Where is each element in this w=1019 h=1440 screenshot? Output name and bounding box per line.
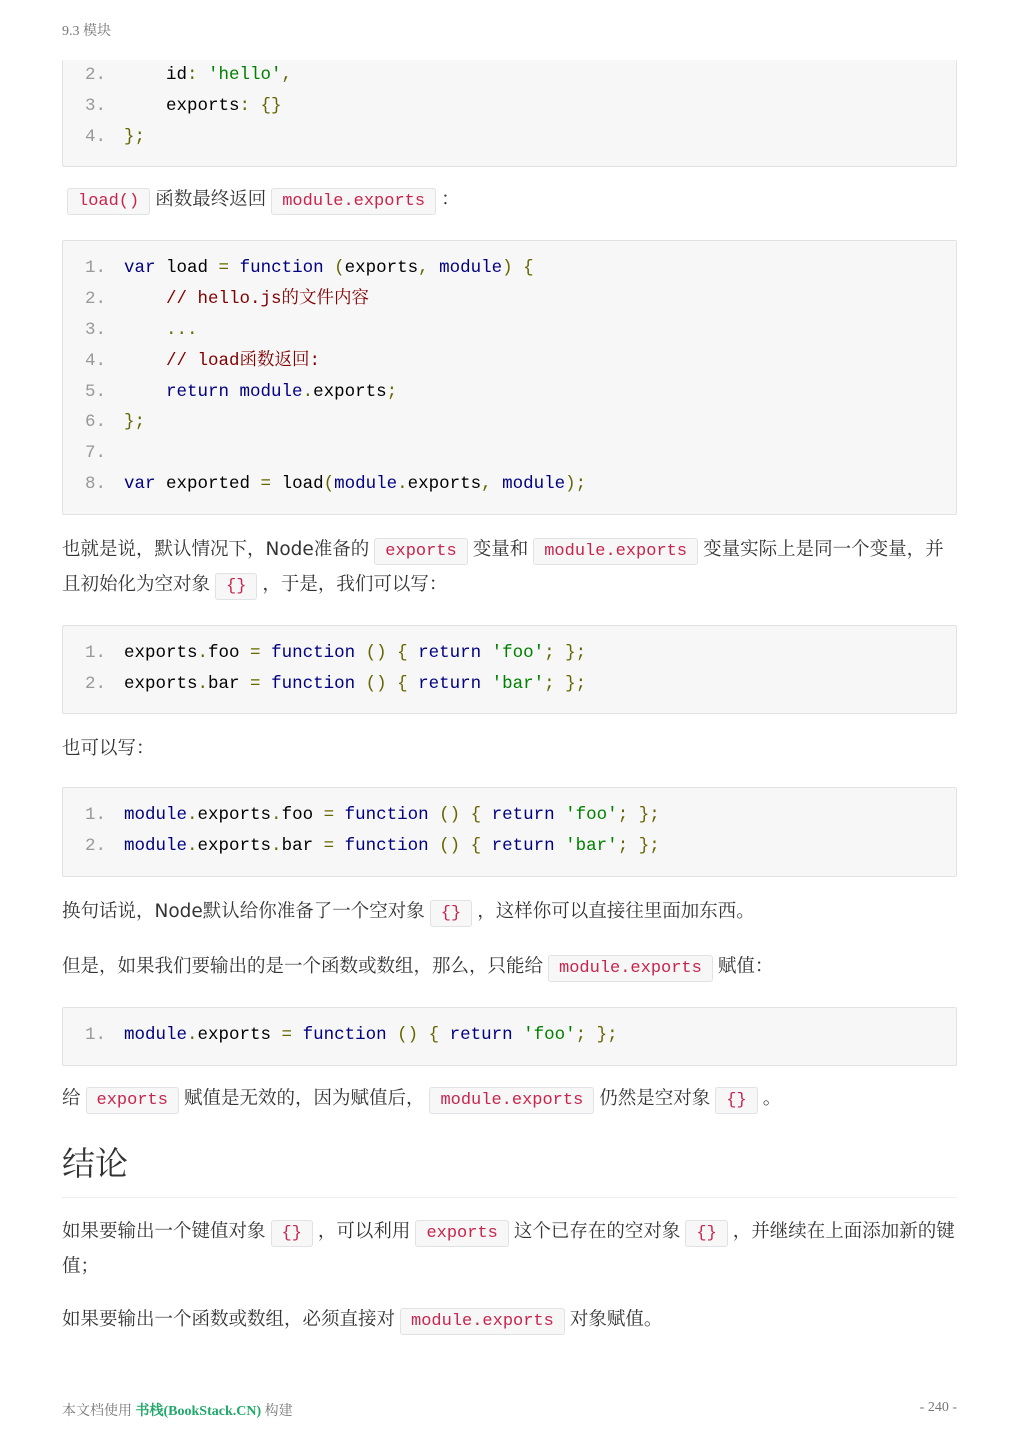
footer-prefix: 本文档使用 xyxy=(62,1404,132,1419)
code-token: exports xyxy=(197,836,272,857)
code-token: , xyxy=(418,258,440,279)
code-token: load xyxy=(155,258,219,279)
code-token: . xyxy=(187,1024,198,1045)
text-span: 如果要输出一个键值对象 xyxy=(62,1220,266,1242)
code-token: function xyxy=(239,258,324,279)
code-line xyxy=(63,60,956,91)
text-span: 赋值： xyxy=(717,955,774,977)
line-number: 4. xyxy=(84,350,106,371)
line-number: 1. xyxy=(84,642,106,663)
code-token: ; }; xyxy=(617,805,660,826)
text-span: 如果要输出一个函数或数组，必须直接对 xyxy=(62,1308,396,1330)
code-token: return xyxy=(166,381,230,402)
code-token: exports xyxy=(344,258,419,279)
code-token xyxy=(261,674,272,694)
code-line xyxy=(63,831,956,862)
code-token xyxy=(229,258,240,278)
page-number: - 240 - xyxy=(919,1400,957,1415)
code-token: ; }; xyxy=(544,642,587,663)
line-number: 1. xyxy=(84,1024,106,1045)
inline-code: {} xyxy=(715,1087,757,1114)
code-token: module xyxy=(124,836,188,857)
code-line xyxy=(63,638,956,669)
code-token: exported xyxy=(155,473,261,494)
inline-code: module.exports xyxy=(429,1087,594,1114)
code-token: 'foo' xyxy=(491,642,545,663)
paragraph xyxy=(62,1082,957,1117)
code-token xyxy=(481,674,492,694)
code-token xyxy=(124,382,166,402)
code-token: exports xyxy=(197,1024,282,1045)
code-token: , xyxy=(481,473,503,494)
code-token: // hello.js的文件内容 xyxy=(124,289,370,310)
code-token: () { xyxy=(355,673,419,694)
line-number: 3. xyxy=(84,95,106,116)
code-token: () { xyxy=(428,805,492,826)
code-block xyxy=(62,625,957,715)
code-token: ; }; xyxy=(575,1024,618,1045)
line-number: 7. xyxy=(84,443,106,464)
code-line xyxy=(63,1020,956,1051)
inline-code: {} xyxy=(685,1220,727,1247)
code-token xyxy=(555,836,566,856)
text-span: 这个已存在的空对象 xyxy=(513,1220,681,1242)
section-heading: 结论 xyxy=(62,1143,957,1198)
code-token: () { xyxy=(386,1024,450,1045)
code-token xyxy=(481,643,492,663)
code-token: return xyxy=(449,1024,513,1045)
code-token: = xyxy=(323,836,335,857)
code-token: ( xyxy=(323,258,345,279)
line-number: 2. xyxy=(84,289,106,310)
code-token: ) { xyxy=(502,258,534,279)
code-token: . xyxy=(197,673,209,694)
code-token: load xyxy=(271,473,324,494)
code-token: 'bar' xyxy=(565,836,618,857)
inline-code: module.exports xyxy=(271,188,436,215)
code-token: module xyxy=(124,805,188,826)
paragraph xyxy=(62,183,957,218)
code-token: exports xyxy=(197,805,272,826)
code-token: exports xyxy=(313,381,387,402)
code-token: , xyxy=(281,65,293,85)
code-token: function xyxy=(344,805,429,826)
inline-code: module.exports xyxy=(533,538,698,565)
code-token: return xyxy=(491,805,555,826)
code-block xyxy=(62,240,957,514)
code-token: return xyxy=(491,836,555,857)
code-token: . xyxy=(271,805,282,826)
code-token: bar xyxy=(208,673,251,694)
code-token: = xyxy=(323,805,335,826)
code-line xyxy=(63,122,956,153)
code-token: return xyxy=(418,642,482,663)
line-number: 4. xyxy=(84,126,106,147)
text-span: 也就是说，默认情况下，Node准备的 xyxy=(62,538,370,560)
page-header xyxy=(62,20,111,40)
code-token: 'hello' xyxy=(208,65,282,85)
code-token: function xyxy=(344,836,429,857)
text-span: ： xyxy=(441,189,460,211)
code-line xyxy=(63,407,956,438)
page-footer xyxy=(62,1400,957,1420)
code-token: function xyxy=(271,673,356,694)
code-token: exports xyxy=(407,473,482,494)
line-number: 2. xyxy=(84,673,106,694)
line-number: 2. xyxy=(84,65,106,85)
text-span: 但是，如果我们要输出的是一个函数或数组，那么，只能给 xyxy=(62,955,544,977)
code-token: = xyxy=(281,1024,293,1045)
code-token: var xyxy=(124,473,156,494)
code-line xyxy=(63,346,956,377)
inline-code: module.exports xyxy=(548,955,713,982)
code-token: }; xyxy=(124,126,146,147)
paragraph xyxy=(62,1215,957,1283)
code-line xyxy=(63,800,956,831)
code-line xyxy=(63,469,956,500)
code-token: () { xyxy=(428,836,492,857)
code-token: : xyxy=(187,65,209,85)
text-span: 给 xyxy=(62,1087,81,1109)
text-span: ，并继续在上面添加新的键值； xyxy=(62,1220,955,1277)
article-content xyxy=(62,60,957,1338)
text-span: 函数最终返回 xyxy=(155,189,267,211)
paragraph xyxy=(62,533,957,603)
code-token: . xyxy=(187,805,198,826)
inline-code: module.exports xyxy=(400,1308,565,1335)
code-token xyxy=(292,1025,303,1045)
text-span: ，于是，我们可以写： xyxy=(262,573,448,595)
code-token: exports xyxy=(124,673,198,694)
section-title: 9.3 模块 xyxy=(62,24,111,39)
inline-code: {} xyxy=(271,1220,313,1247)
paragraph xyxy=(62,1303,957,1338)
code-line xyxy=(63,438,956,469)
code-line xyxy=(63,284,956,315)
code-token: exports xyxy=(124,642,198,663)
paragraph xyxy=(62,732,957,765)
line-number: 3. xyxy=(84,319,106,340)
text-span: 也可以写： xyxy=(62,738,155,760)
code-token: ; }; xyxy=(544,673,587,694)
code-block xyxy=(62,787,957,877)
code-token: module xyxy=(124,1024,188,1045)
code-line xyxy=(63,669,956,700)
code-token: module xyxy=(334,473,398,494)
code-token: foo xyxy=(281,805,324,826)
code-token: ; xyxy=(386,381,398,402)
code-block xyxy=(62,1007,957,1066)
code-line xyxy=(63,253,956,284)
text-span: 仍然是空对象 xyxy=(599,1087,711,1109)
code-token: ; }; xyxy=(617,836,660,857)
line-number: 6. xyxy=(84,412,106,433)
code-token: function xyxy=(271,642,356,663)
line-number: 1. xyxy=(84,258,106,279)
code-token: . xyxy=(302,381,314,402)
code-token: . xyxy=(197,642,209,663)
footer-brand-link[interactable]: 书栈(BookStack.CN) xyxy=(135,1404,262,1419)
code-token: module xyxy=(239,381,303,402)
code-token: 'bar' xyxy=(491,673,545,694)
code-token: . xyxy=(187,836,198,857)
code-token: foo xyxy=(208,642,251,663)
code-token: ( xyxy=(323,473,335,494)
inline-code: {} xyxy=(215,573,257,600)
code-token xyxy=(513,1025,524,1045)
code-token: : {} xyxy=(239,95,282,116)
inline-code: exports xyxy=(374,538,467,565)
line-number: 8. xyxy=(84,473,106,494)
text-span: 。 xyxy=(762,1087,782,1109)
code-token: . xyxy=(397,473,408,494)
text-span: 变量和 xyxy=(472,538,529,560)
code-token: 'foo' xyxy=(565,805,618,826)
code-token: exports xyxy=(124,95,240,116)
code-token: var xyxy=(124,258,156,279)
code-token: = xyxy=(260,473,272,494)
line-number: 1. xyxy=(84,805,106,826)
code-line xyxy=(63,315,956,346)
code-token: 'foo' xyxy=(523,1024,576,1045)
code-token: module xyxy=(502,473,566,494)
footer-suffix: 构建 xyxy=(264,1404,293,1419)
code-token xyxy=(555,805,566,825)
line-number: 5. xyxy=(84,381,106,402)
code-token xyxy=(229,382,240,402)
code-token: ); xyxy=(565,473,587,494)
text-span: 换句话说，Node默认给你准备了一个空对象 xyxy=(62,900,425,922)
code-block xyxy=(62,60,957,167)
code-token: id xyxy=(124,65,188,85)
text-span: 对象赋值。 xyxy=(569,1308,663,1330)
code-token: = xyxy=(250,673,261,694)
paragraph xyxy=(62,895,957,930)
line-number: 2. xyxy=(84,836,106,857)
code-token xyxy=(261,643,272,663)
code-token: }; xyxy=(124,412,146,433)
code-token: function xyxy=(302,1024,387,1045)
code-line xyxy=(63,377,956,408)
code-token: bar xyxy=(281,836,324,857)
code-token: return xyxy=(418,673,482,694)
code-token: () { xyxy=(355,642,419,663)
code-token: = xyxy=(218,258,230,279)
text-span: ，可以利用 xyxy=(317,1220,411,1242)
inline-code: exports xyxy=(86,1087,179,1114)
code-token xyxy=(334,805,345,825)
code-token: . xyxy=(271,836,282,857)
text-span: 变量实际上是同一个变量，并且初始化为空对象 xyxy=(62,538,944,595)
inline-code: load() xyxy=(67,188,150,215)
text-span: ，这样你可以直接往里面加东西。 xyxy=(477,900,755,922)
code-token: = xyxy=(250,642,261,663)
code-token: // load函数返回: xyxy=(124,350,321,371)
inline-code: exports xyxy=(415,1220,508,1247)
text-span: 赋值是无效的，因为赋值后， xyxy=(183,1087,425,1109)
paragraph xyxy=(62,950,957,985)
code-token xyxy=(334,836,345,856)
code-token: module xyxy=(439,258,503,279)
code-line xyxy=(63,91,956,122)
code-token: ... xyxy=(124,319,198,340)
inline-code: {} xyxy=(430,900,472,927)
